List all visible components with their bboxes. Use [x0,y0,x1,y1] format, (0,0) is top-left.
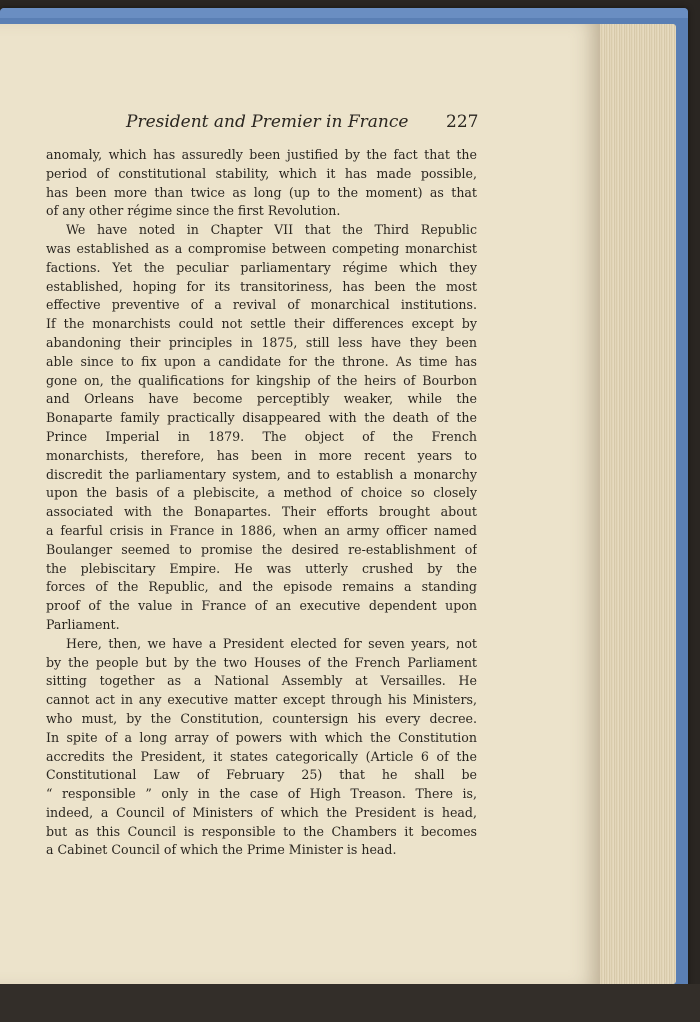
text-line: able since to fix upon a candidate for the throne. As time has [46,353,477,369]
text-line: discredit the parliamentary system, and to establish a monarchy [46,466,477,482]
text-line: anomaly, which has assuredly been justified by the fact that the [46,147,477,162]
text-line: of any other régime since the first Revolution. [46,203,341,219]
background-strip [0,984,700,1022]
text-line: indeed, a Council of Ministers of which the President is head, [46,804,477,820]
paragraph [46,221,477,635]
running-head: President and Premier in France [126,112,409,132]
text-line: period of constitutional stability, which it has made possible, [46,165,477,181]
text-line: If the monarchists could not settle their differences except by [46,316,477,332]
paragraph [46,635,477,861]
text-line: a fearful crisis in France in 1886, when an army officer named [46,522,477,538]
text-line: established, hoping for its transitoriness, has been the most [46,278,477,294]
text-line: a Cabinet Council of which the Prime Minister is head. [46,842,397,858]
text-line: Here, then, we have a President elected for seven years, not [66,635,477,651]
text-line: the plebiscitary Empire. He was utterly crushed by the [46,560,477,576]
text-line: upon the basis of a plebiscite, a method of choice so closely [46,485,477,501]
text-line: but as this Council is responsible to the Chambers it becomes [46,823,477,839]
text-line: “ responsible ” only in the case of High Treason. There is, [46,786,477,802]
page-header [0,112,600,134]
text-line: We have noted in Chapter VII that the Third Republic [66,222,477,238]
body-text [46,146,477,860]
text-line: has been more than twice as long (up to the moment) as that [46,184,477,200]
text-line: accredits the President, it states categorically (Article 6 of the [46,748,477,764]
text-line: cannot act in any executive matter except through his Ministers, [46,692,477,708]
text-line: who must, by the Constitution, countersign his every decree. [46,710,477,726]
paragraph [46,146,477,221]
text-line: proof of the value in France of an executive dependent upon [46,598,477,614]
text-line: Prince Imperial in 1879. The object of the French [46,428,477,444]
text-line: was established as a compromise between competing monarchist [46,240,477,256]
book-cover-top-edge [0,8,688,18]
text-line: and Orleans have become perceptibly weaker, while the [46,391,477,407]
text-line: by the people but by the two Houses of the French Parliament [46,654,477,670]
text-line: factions. Yet the peculiar parliamentary régime which they [46,259,477,275]
page-edges [590,24,676,984]
text-line: monarchists, therefore, has been in more recent years to [46,447,477,463]
text-line: Parliament. [46,616,120,632]
text-line: In spite of a long array of powers with which the Constitution [46,729,477,745]
text-line: Bonaparte family practically disappeared with the death of the [46,410,477,426]
text-line: Constitutional Law of February 25) that he shall be [46,767,477,783]
text-line: Boulanger seemed to promise the desired re-establishment of [46,541,477,557]
page-number: 227 [446,112,479,132]
text-line: effective preventive of a revival of monarchical institutions. [46,297,477,313]
text-line: abandoning their principles in 1875, still less have they been [46,334,477,350]
text-line: gone on, the qualifications for kingship of the heirs of Bourbon [46,372,477,388]
text-line: associated with the Bonapartes. Their efforts brought about [46,504,477,520]
text-line: forces of the Republic, and the episode remains a standing [46,579,477,595]
text-line: sitting together as a National Assembly at Versailles. He [46,673,477,689]
book-page [0,24,600,984]
